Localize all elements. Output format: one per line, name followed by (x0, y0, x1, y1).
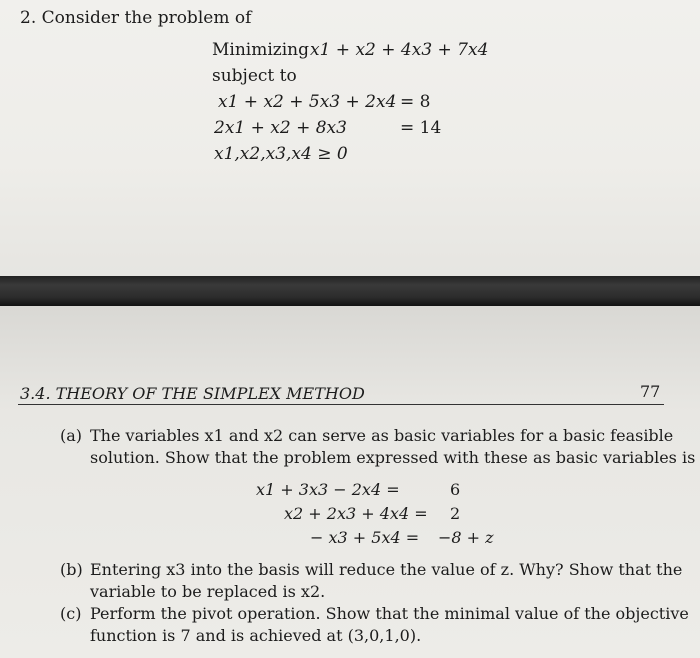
objective-label: Minimizing (212, 40, 310, 60)
equation-1-lhs: x1 + 3x3 − 2x4 = (256, 480, 400, 499)
equation-3-lhs: − x3 + 5x4 = (310, 528, 420, 547)
equation-2-lhs: x2 + 2x3 + 4x4 = (284, 504, 428, 523)
constraint-2-rhs: = 14 (400, 118, 442, 138)
constraint-1-rhs: = 8 (400, 92, 431, 112)
part-c-line-2: function is 7 and is achieved at (3,0,1,0). (90, 626, 422, 645)
part-c-line-1: Perform the pivot operation. Show that the minimal value of the objective (90, 604, 689, 623)
equation-3-rhs: −8 + z (438, 528, 494, 547)
part-b-label: (b) (60, 560, 83, 579)
equation-1-rhs: 6 (450, 480, 461, 499)
subject-to-label: subject to (212, 66, 297, 86)
part-b-line-1: Entering x3 into the basis will reduce the value of z. Why? Show that the (90, 560, 683, 579)
section-title: 3.4. THEORY OF THE SIMPLEX METHOD (20, 384, 365, 403)
part-c-label: (c) (60, 604, 82, 623)
part-b-line-2: variable to be replaced is x2. (90, 582, 326, 601)
page-number: 77 (640, 382, 661, 401)
nonnegativity-constraint: x1,x2,x3,x4 ≥ 0 (214, 144, 348, 164)
part-a-label: (a) (60, 426, 83, 445)
constraint-2-lhs: 2x1 + x2 + 8x3 (214, 118, 347, 138)
page-divider (0, 276, 700, 306)
problem-heading: 2. Consider the problem of (20, 8, 252, 28)
part-a-line-1: The variables x1 and x2 can serve as basic variables for a basic feasible (90, 426, 674, 445)
objective-expression: x1 + x2 + 4x3 + 7x4 (310, 40, 489, 60)
constraint-1-lhs: x1 + x2 + 5x3 + 2x4 (218, 92, 397, 112)
equation-2-rhs: 2 (450, 504, 461, 523)
part-a-line-2: solution. Show that the problem expressed with these as basic variables is (90, 448, 696, 467)
header-rule (18, 404, 664, 405)
